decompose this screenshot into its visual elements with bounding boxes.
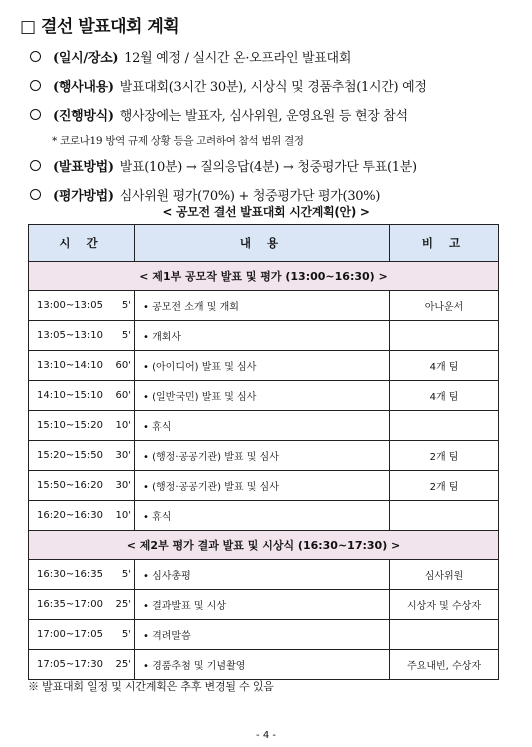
remark-cell: 4개 팀 — [390, 381, 499, 411]
bullet-label: (일시/장소) — [53, 51, 119, 66]
table-row — [29, 620, 499, 650]
bullet-text: 행사장에는 발표자, 심사위원, 운영요원 등 현장 참석 — [119, 109, 408, 124]
time-cell: 17:05~17:30 — [29, 650, 107, 680]
content-cell: • (일반국민) 발표 및 심사 — [135, 381, 390, 411]
time-cell: 16:20~16:30 — [29, 501, 107, 531]
table-title: < 공모전 결선 발표대회 시간계획(안) > — [162, 205, 370, 219]
content-cell: • (행정·공공기관) 발표 및 심사 — [135, 441, 390, 471]
content-cell: • (행정·공공기관) 발표 및 심사 — [135, 471, 390, 501]
time-cell: 16:30~16:35 — [29, 560, 107, 590]
schedule-table — [28, 224, 499, 680]
bullet-text: 12월 예정 / 실시간 온·오프라인 발표대회 — [124, 51, 352, 66]
bullet-presentation-method — [30, 151, 520, 180]
table-row — [29, 321, 499, 351]
bullet-text: 발표(10분) → 질의응답(4분) → 청중평가단 투표(1분) — [119, 160, 417, 175]
content-cell: • 격려말씀 — [135, 620, 390, 650]
table-row — [29, 441, 499, 471]
time-cell: 17:00~17:05 — [29, 620, 107, 650]
section-row-part1 — [29, 262, 499, 291]
circle-bullet-icon — [30, 80, 41, 91]
remark-cell — [390, 501, 499, 531]
header-remark: 비 고 — [390, 225, 499, 262]
table-row — [29, 411, 499, 441]
time-cell: 14:10~15:10 — [29, 381, 107, 411]
time-cell: 16:35~17:00 — [29, 590, 107, 620]
remark-cell: 4개 팀 — [390, 351, 499, 381]
duration-cell: 25' — [107, 650, 135, 680]
remark-cell: 심사위원 — [390, 560, 499, 590]
page-number: - 4 - — [256, 730, 276, 741]
time-cell: 13:10~14:10 — [29, 351, 107, 381]
circle-bullet-icon — [30, 109, 41, 120]
duration-cell: 30' — [107, 471, 135, 501]
bullet-label: (평가방법) — [53, 189, 114, 204]
content-cell: • 경품추첨 및 기념촬영 — [135, 650, 390, 680]
remark-cell: 2개 팀 — [390, 441, 499, 471]
duration-cell: 5' — [107, 321, 135, 351]
remark-cell — [390, 321, 499, 351]
duration-cell: 25' — [107, 590, 135, 620]
bullet-text: 심사위원 평가(70%) + 청중평가단 평가(30%) — [119, 189, 381, 204]
table-row — [29, 650, 499, 680]
table-row — [29, 351, 499, 381]
header-content: 내 용 — [135, 225, 390, 262]
time-cell: 13:05~13:10 — [29, 321, 107, 351]
remark-cell: 주요내빈, 수상자 — [390, 650, 499, 680]
duration-cell: 5' — [107, 560, 135, 590]
time-cell: 15:10~15:20 — [29, 411, 107, 441]
duration-cell: 5' — [107, 291, 135, 321]
time-cell: 15:50~16:20 — [29, 471, 107, 501]
circle-bullet-icon — [30, 51, 41, 62]
content-cell: • 심사총평 — [135, 560, 390, 590]
bullet-text: 발표대회(3시간 30분), 시상식 및 경품추첨(1시간) 예정 — [119, 80, 427, 95]
duration-cell: 5' — [107, 620, 135, 650]
content-cell: • 공모전 소개 및 개회 — [135, 291, 390, 321]
remark-cell: 2개 팀 — [390, 471, 499, 501]
bullet-event-content — [30, 71, 520, 100]
time-cell: 15:20~15:50 — [29, 441, 107, 471]
content-cell: • 개회사 — [135, 321, 390, 351]
duration-cell: 60' — [107, 351, 135, 381]
table-header-row — [29, 225, 499, 262]
remark-cell: 시상자 및 수상자 — [390, 590, 499, 620]
content-cell: • (아이디어) 발표 및 심사 — [135, 351, 390, 381]
time-cell: 13:00~13:05 — [29, 291, 107, 321]
table-row — [29, 501, 499, 531]
table-row — [29, 560, 499, 590]
header-time: 시 간 — [29, 225, 135, 262]
part1-rows — [29, 291, 499, 531]
section-title: < 제2부 평가 결과 발표 및 시상식 (16:30~17:30) > — [29, 531, 499, 560]
remark-cell: 아나운서 — [390, 291, 499, 321]
plan-bullets — [30, 42, 520, 209]
bullet-schedule-place — [30, 42, 520, 71]
circle-bullet-icon — [30, 189, 41, 200]
section-row-part2 — [29, 531, 499, 560]
duration-cell: 10' — [107, 411, 135, 441]
bullet-label: (행사내용) — [53, 80, 114, 95]
table-row — [29, 291, 499, 321]
footnote: ※ 발표대회 일정 및 시간계획은 추후 변경될 수 있음 — [28, 680, 274, 693]
duration-cell: 30' — [107, 441, 135, 471]
table-row — [29, 590, 499, 620]
section-title: < 제1부 공모작 발표 및 평가 (13:00~16:30) > — [29, 262, 499, 291]
bullet-label: (발표방법) — [53, 160, 114, 175]
content-cell: • 휴식 — [135, 411, 390, 441]
circle-bullet-icon — [30, 160, 41, 171]
duration-cell: 60' — [107, 381, 135, 411]
content-cell: • 결과발표 및 시상 — [135, 590, 390, 620]
bullet-progress-method — [30, 100, 520, 129]
bullet-label: (진행방식) — [53, 109, 114, 124]
remark-cell — [390, 411, 499, 441]
content-cell: • 휴식 — [135, 501, 390, 531]
covid-note: * 코로나19 방역 규제 상황 등을 고려하여 참석 범위 결정 — [52, 134, 304, 147]
table-row — [29, 381, 499, 411]
part2-rows — [29, 560, 499, 680]
remark-cell — [390, 620, 499, 650]
table-row — [29, 471, 499, 501]
duration-cell: 10' — [107, 501, 135, 531]
page-title: □ 결선 발표대회 계획 — [20, 17, 180, 37]
